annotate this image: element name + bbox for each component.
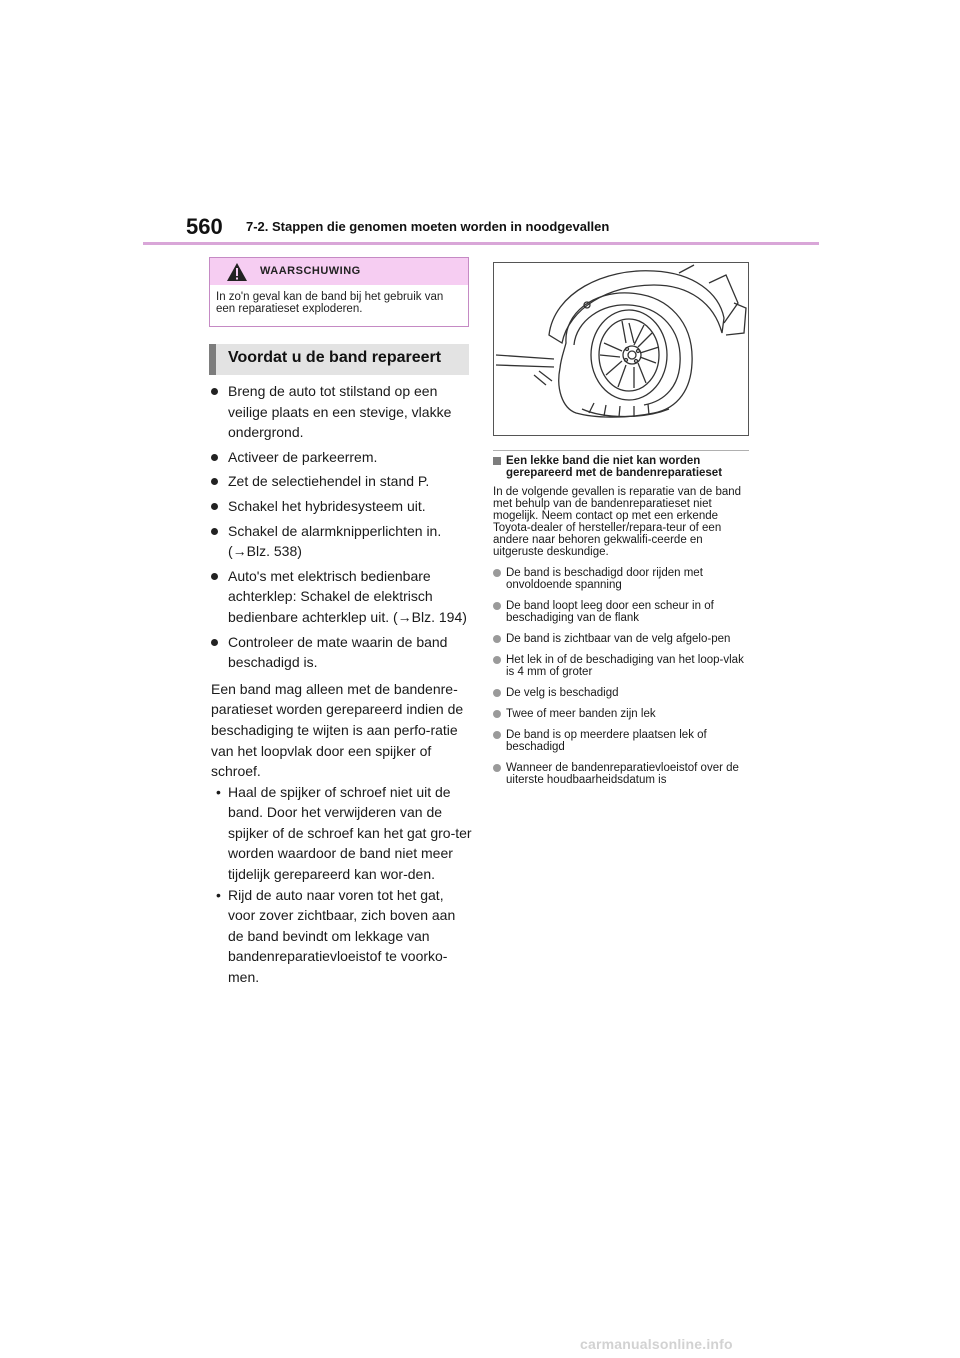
warning-box — [209, 257, 469, 327]
body-paragraph: Een band mag alleen met de bandenre-paratieset worden gerepareerd indien de beschadiging te wijten is aan perfo-ratie van het loopvlak door een spijker of schroef. — [211, 680, 464, 780]
bullet-item: Schakel de alarmknipperlichten in. (→Blz. 538) — [211, 521, 473, 562]
sub-item: • Rijd de auto naar voren tot het gat, voor zover zichtbaar, zich boven aan de band bevindt om lekkage van bandenreparatievloeistof te voorko-men. — [216, 886, 456, 986]
section-heading — [209, 344, 469, 375]
warning-header — [210, 258, 468, 285]
right-bullet-item: Wanneer de bandenreparatievloeistof over de uiterste houdbaarheidsdatum is — [493, 762, 755, 786]
bullet-dot-icon — [211, 639, 218, 646]
bullet-dot-icon — [211, 388, 218, 395]
sub-item: • Haal de spijker of schroef niet uit de band. Door het verwijderen van de spijker of de schroef kan het gat gro-ter worden waardoor de band niet meer tijdelijk gerepareerd kan wor-den. — [216, 783, 472, 883]
right-bullet-item: De band is op meerdere plaatsen lek of beschadigd — [493, 729, 755, 753]
right-bullet-item: De band is zichtbaar van de velg afgelo-pen — [493, 633, 755, 645]
bullet-dot-icon — [211, 573, 218, 580]
bullet-dot-icon — [493, 602, 501, 610]
bullet-dot-icon — [493, 764, 501, 772]
bullet-dot-icon — [493, 689, 501, 697]
page-number: 560 — [186, 214, 223, 239]
flat-tire-drawing — [494, 263, 748, 435]
right-bullet-item: Het lek in of de beschadiging van het loop-vlak is 4 mm of groter — [493, 654, 755, 678]
bullet-dot-icon — [493, 569, 501, 577]
bullet-item: Auto's met elektrisch bedienbare achterklep: Schakel de elektrisch bedienbare achterklep uit. (→Blz. 194) — [211, 566, 473, 628]
right-bullet-item: De band loopt leeg door een scheur in of beschadiging van de flank — [493, 600, 755, 624]
header-rule — [143, 242, 819, 245]
bullet-dot-icon — [211, 478, 218, 485]
warning-text: In zo'n geval kan de band bij het gebruik van een reparatieset exploderen. — [216, 291, 444, 315]
right-bullet-item: De velg is beschadigd — [493, 687, 755, 699]
bullet-item: Breng de auto tot stilstand op een veilige plaats en een stevige, vlakke ondergrond. — [211, 381, 473, 443]
right-bullet-item: De band is beschadigd door rijden met onvoldoende spanning — [493, 567, 755, 591]
bullet-dot-icon — [493, 731, 501, 739]
section-header: 7-2. Stappen die genomen moeten worden in noodgevallen — [246, 219, 610, 234]
right-bullet-item: Twee of meer banden zijn lek — [493, 708, 755, 720]
right-heading: Een lekke band die niet kan worden gerepareerd met de bandenreparatieset — [493, 455, 755, 479]
right-column — [493, 455, 755, 795]
left-column — [211, 381, 473, 988]
section-heading-label: Voordat u de band repareert — [228, 349, 442, 366]
bullet-dot-icon — [211, 528, 218, 535]
warning-triangle-icon — [226, 262, 248, 282]
square-bullet-icon — [493, 457, 501, 465]
bullet-dot-icon — [493, 656, 501, 664]
illustration-divider — [493, 450, 749, 451]
bullet-dot-icon — [211, 454, 218, 461]
bullet-item: Zet de selectiehendel in stand P. — [211, 471, 473, 492]
warning-title: WAARSCHUWING — [260, 265, 361, 277]
bullet-item: Schakel het hybridesysteem uit. — [211, 496, 473, 517]
bullet-dot-icon — [493, 710, 501, 718]
bullet-item: Activeer de parkeerrem. — [211, 447, 473, 468]
bullet-dot-icon — [493, 635, 501, 643]
watermark: carmanualsonline.info — [580, 1336, 733, 1352]
right-intro: In de volgende gevallen is reparatie van de band met behulp van de bandenreparatieset niet mogelijk. Neem contact op met een erkende Toyota-dealer of hersteller/repara-teur of een andere naar behoren gekwalifi-ceerde en uitgeruste deskundige. — [493, 486, 742, 558]
bullet-dot-icon — [211, 503, 218, 510]
tire-illustration — [493, 262, 749, 436]
bullet-item: Controleer de mate waarin de band beschadigd is. — [211, 632, 473, 673]
